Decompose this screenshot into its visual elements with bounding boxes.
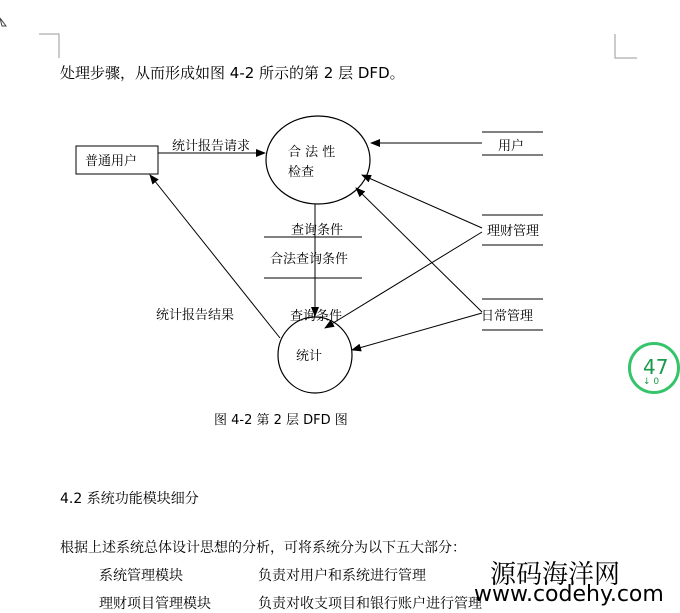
process-check-label-line2: 检查 (288, 165, 315, 180)
process-stat-label: 统计 (296, 349, 323, 364)
module-name: 理财项目管理模块 (99, 596, 211, 612)
flow-report-result-label: 统计报告结果 (156, 308, 235, 323)
widget-number: 47 (643, 355, 669, 379)
process-check-label-line1: 合 法 性 (288, 145, 336, 160)
store-daily-label: 日常管理 (481, 309, 534, 324)
module-name: 系统管理模块 (99, 568, 183, 584)
store-legal-query-label: 合法查询条件 (270, 252, 349, 267)
process-legality-check-circle (266, 116, 370, 204)
page-corner-marks (39, 34, 637, 58)
watermark-site-name: 源码海洋网 (490, 560, 621, 590)
watermark-site-url: www.codehy.com (474, 582, 664, 607)
intro-paragraph: 处理步骤，从而形成如图 4-2 所示的第 2 层 DFD。 (60, 64, 405, 82)
flow-query-cond-label-2: 查询条件 (290, 309, 343, 324)
module-desc: 负责对收支项目和银行账户进行管理 (258, 596, 482, 612)
mouse-cursor-icon (0, 18, 6, 26)
module-desc: 负责对用户和系统进行管理 (258, 568, 426, 584)
section-heading: 4.2 系统功能模块细分 (60, 491, 199, 507)
flow-query-cond-label-1: 查询条件 (291, 223, 344, 238)
store-user-label: 用户 (498, 139, 525, 154)
flow-report-request-label: 统计报告请求 (172, 139, 251, 154)
widget-sub-text: ↓ 0 (643, 377, 660, 387)
figure-caption: 图 4-2 第 2 层 DFD 图 (214, 413, 348, 428)
body-paragraph: 根据上述系统总体设计思想的分析，可将系统分为以下五大部分： (60, 540, 466, 556)
entity-normal-user-label: 普通用户 (85, 154, 138, 169)
floating-counter-widget[interactable] (628, 342, 680, 394)
store-finance-label: 理财管理 (487, 224, 540, 239)
